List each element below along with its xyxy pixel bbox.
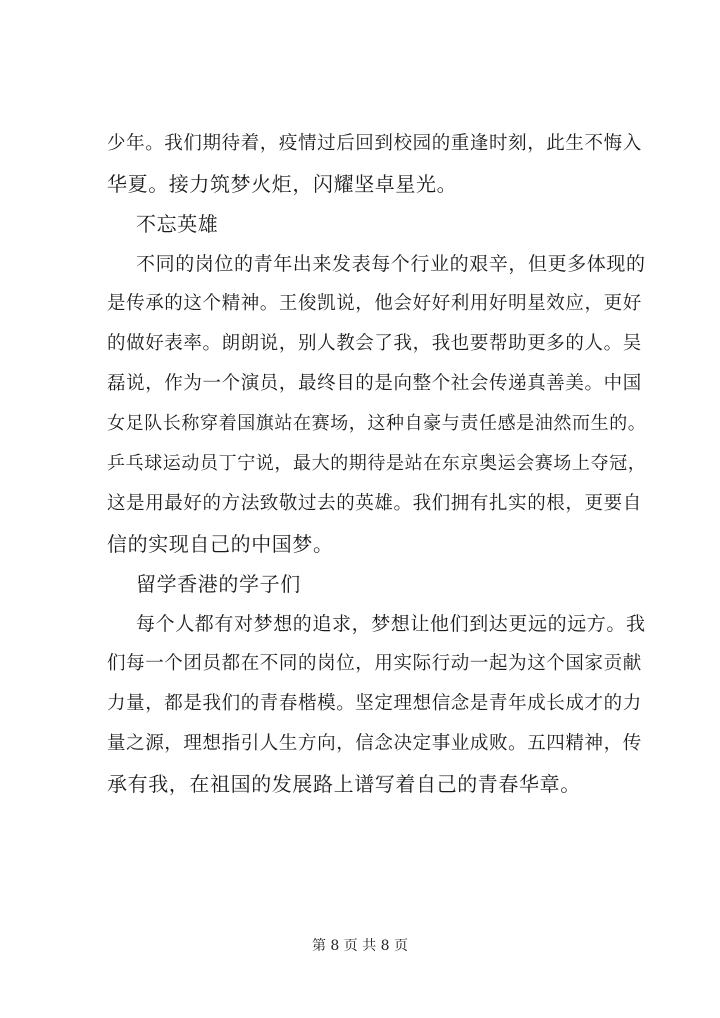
text-line: 量之源，理想指引人生方向，信念决定事业成败。五四精神，传: [107, 733, 642, 754]
text-line: 力量，都是我们的青春楷模。坚定理想信念是青年成长成才的力: [107, 693, 642, 714]
text-line: 每个人都有对梦想的追求，梦想让他们到达更远的远方。我: [136, 613, 646, 635]
text-line: 华夏。接力筑梦火炬，闪耀坚卓星光。: [107, 172, 458, 196]
text-line: 承有我，在祖国的发展路上谱写着自己的青春华章。: [107, 772, 581, 796]
text-line: 少年。我们期待着，疫情过后回到校园的重逢时刻，此生不悔入: [107, 133, 642, 154]
section-heading: 不忘英雄: [136, 212, 219, 236]
text-line: 是传承的这个精神。王俊凯说，他会好好利用好明星效应，更好: [107, 293, 642, 314]
text-line: 磊说，作为一个演员，最终目的是向整个社会传递真善美。中国: [107, 373, 642, 394]
section-heading: 留学香港的学子们: [136, 572, 301, 596]
text-line: 女足队长称穿着国旗站在赛场，这种自豪与责任感是油然而生的。: [107, 413, 647, 434]
page-number-footer: 第 8 页 共 8 页: [311, 938, 409, 954]
text-line: 信的实现自己的中国梦。: [107, 532, 334, 556]
text-line: 这是用最好的方法致敬过去的英雄。我们拥有扎实的根，更要自: [107, 493, 642, 514]
text-line: 们每一个团员都在不同的岗位，用实际行动一起为这个国家贡献: [107, 653, 642, 674]
text-line: 不同的岗位的青年出来发表每个行业的艰辛，但更多体现的: [136, 253, 646, 275]
text-line: 的做好表率。朗朗说，别人教会了我，我也要帮助更多的人。吴: [107, 333, 642, 354]
text-line: 乒乓球运动员丁宁说，最大的期待是站在东京奥运会赛场上夺冠，: [107, 453, 647, 474]
